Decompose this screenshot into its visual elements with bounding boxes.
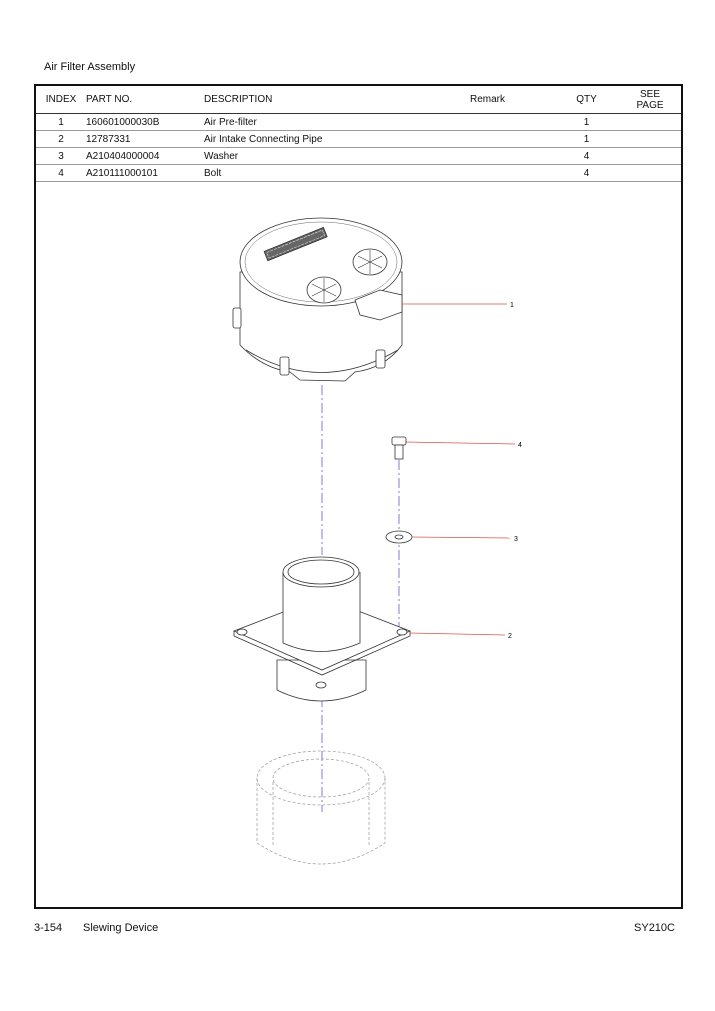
cell-description: Air Pre-filter bbox=[204, 114, 470, 131]
header-description: DESCRIPTION bbox=[204, 86, 470, 114]
cell-description: Air Intake Connecting Pipe bbox=[204, 131, 470, 148]
cell-qty: 1 bbox=[554, 131, 619, 148]
header-remark: Remark bbox=[470, 86, 554, 114]
footer-page-number: 3-154 bbox=[34, 922, 63, 934]
flange-hole-right bbox=[397, 629, 407, 635]
cell-index: 4 bbox=[36, 165, 86, 182]
header-see-line2: PAGE bbox=[636, 99, 664, 111]
phantom-ring-top-outer bbox=[257, 751, 385, 805]
bolt-head bbox=[392, 437, 406, 445]
air-pre-filter-drawing bbox=[233, 218, 402, 381]
cell-index: 2 bbox=[36, 131, 86, 148]
bolt-drawing bbox=[392, 437, 406, 459]
phantom-ring-top-inner bbox=[273, 759, 369, 797]
cell-index: 3 bbox=[36, 148, 86, 165]
cell-description: Washer bbox=[204, 148, 470, 165]
header-part-no: PART NO. bbox=[86, 86, 204, 114]
callout-4: 4 bbox=[518, 442, 522, 449]
cell-part-no: A210404000004 bbox=[86, 148, 204, 165]
cell-qty: 4 bbox=[554, 148, 619, 165]
header-qty: QTY bbox=[554, 86, 619, 114]
flange-hole-left bbox=[237, 629, 247, 635]
leader-line-4 bbox=[405, 442, 515, 444]
intake-pipe-drawing bbox=[234, 557, 410, 701]
footer-section: Slewing Device bbox=[83, 922, 159, 934]
callout-1: 1 bbox=[510, 302, 514, 309]
clamp-right bbox=[376, 350, 385, 368]
cell-part-no: A210111000101 bbox=[86, 165, 204, 182]
leader-line-2 bbox=[410, 633, 505, 635]
footer-model: SY210C bbox=[634, 922, 675, 934]
clamp-left bbox=[280, 357, 289, 375]
side-clip-left bbox=[233, 308, 241, 328]
page-title: Air Filter Assembly bbox=[44, 61, 136, 73]
bolt-shank bbox=[395, 445, 403, 459]
cell-description: Bolt bbox=[204, 165, 470, 182]
washer-drawing bbox=[386, 531, 412, 543]
cell-part-no: 12787331 bbox=[86, 131, 204, 148]
header-see-line1: SEE bbox=[639, 88, 660, 100]
cell-index: 1 bbox=[36, 114, 86, 131]
pipe-top-opening bbox=[283, 557, 359, 587]
cell-qty: 1 bbox=[554, 114, 619, 131]
callout-3: 3 bbox=[514, 536, 518, 543]
header-index: INDEX bbox=[36, 86, 86, 114]
cell-part-no: 160601000030B bbox=[86, 114, 204, 131]
cell-qty: 4 bbox=[554, 165, 619, 182]
phantom-ring-drawing bbox=[257, 751, 385, 864]
washer-hole bbox=[395, 535, 403, 539]
leader-line-3 bbox=[412, 537, 510, 538]
flange-hole-front bbox=[316, 682, 326, 688]
phantom-ring-body bbox=[257, 778, 385, 864]
callout-2: 2 bbox=[508, 633, 512, 640]
